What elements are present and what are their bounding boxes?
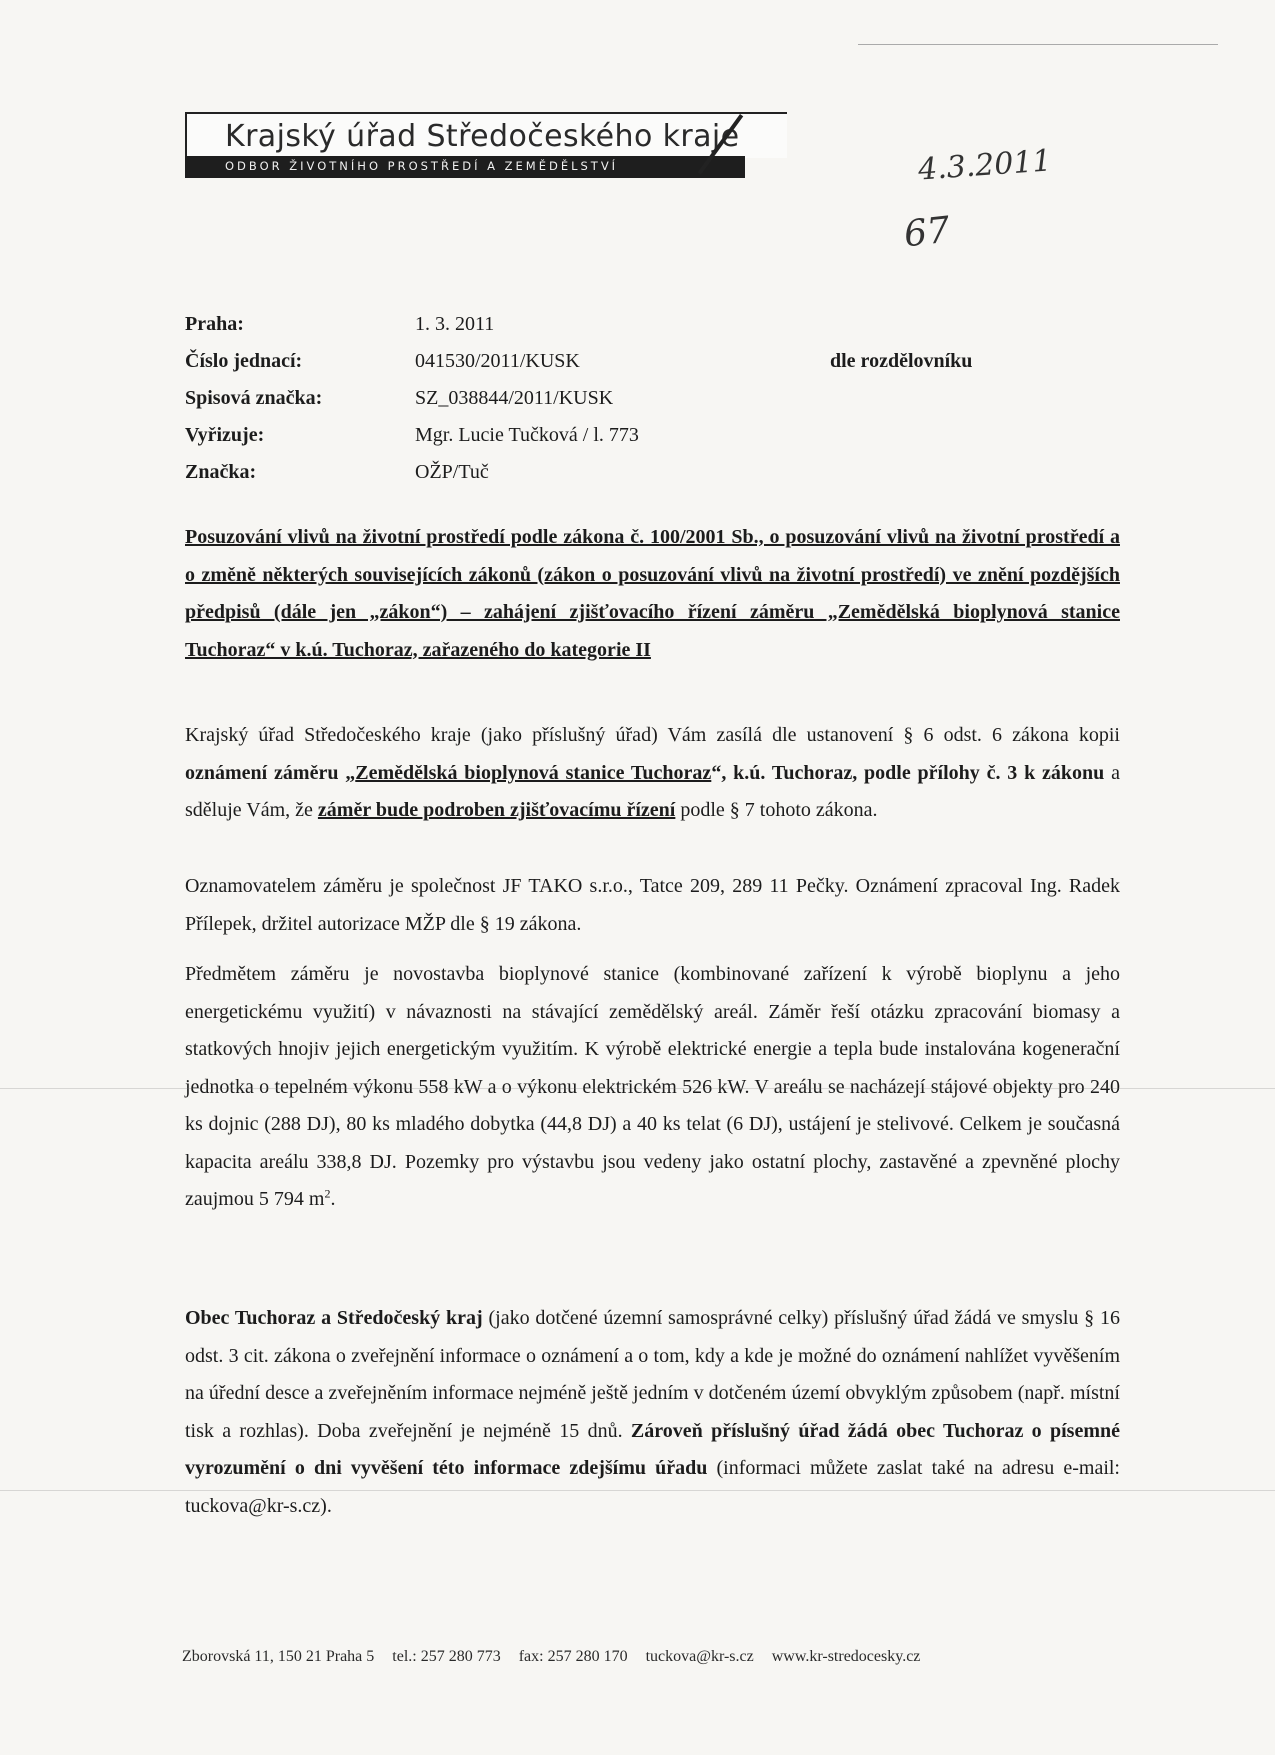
text-span: (informaci můžete zaslat také na adresu e-mail: tuckova@kr-s.cz). [185,1457,1120,1517]
meta-label-mark: Značka: [185,461,257,483]
text-span: Krajský úřad Středočeského kraje (jako příslušný úřad) Vám zasílá dle ustanovení § 6 odst. 6 zákona kopii [185,724,1120,746]
bold-span: Obec Tuchoraz a Středočeský kraj [185,1307,483,1329]
meta-value-mark: OŽP/Tuč [415,461,489,483]
superscript: 2 [324,1186,331,1201]
text-span: (jako dotčené územní samosprávné celky) příslušný úřad žádá ve smyslu § 16 odst. 3 cit. zákona o zveřejnění informace o oznámení a o tom, kdy a kde je možné do oznámení nahlížet vyvěšením na úřední desce a zveřejněním informace nejméně ještě jedním v dotčeném území obvyklým způsobem (např. místní tisk a rozhlas). Doba zveřejnění je nejméně 15 dnů. [185,1307,1120,1442]
bold-span: oznámení záměru „ [185,761,356,784]
meta-label-handler: Vyřizuje: [185,424,265,446]
footer-address: Zborovská 11, 150 21 Praha 5 [182,1648,375,1665]
paragraph-notice [185,717,1120,830]
footer-email: tuckova@kr-s.cz [645,1648,754,1665]
letterhead-title: Krajský úřad Středočeského kraje [225,119,740,154]
text-span: Předmětem záměru je novostavba bioplynové stanice (kombinované zařízení k výrobě bioplynu a jeho energetickému využití) v návaznosti na stávající zemědělský areál. Záměr řeší otázku zpracování biomasy a statkových hnojiv jejich energetickým využitím. K výrobě elektrické energie a tepla bude instalována kogenerační jednotka o tepelném výkonu 558 kW a o výkonu elektrickém 526 kW. V areálu se nacházejí stájové objekty pro 240 ks dojnic (288 DJ), 80 ks mladého dobytka (44,8 DJ) a 40 ks telat (6 DJ), ustájení je stelivové. Celkem je současná kapacita areálu 338,8 DJ. Pozemky pro výstavbu jsou vedeny jako ostatní plochy, zastavěné a zpevněné plochy zaujmou 5 794 m [185,963,1120,1210]
footer-fax: fax: 257 280 170 [518,1648,628,1665]
scan-artifact [0,1490,1275,1491]
handwritten-date: 4.3.2011 [916,143,1053,188]
text-span: a sděluje Vám, že [185,761,1120,821]
bold-span: “, k.ú. Tuchoraz, podle přílohy č. 3 k zákonu [711,761,1105,784]
letterhead-title-box [185,112,787,158]
paragraph-notifier: Oznamovatelem záměru je společnost JF TAKO s.r.o., Tatce 209, 289 11 Pečky. Oznámení zpracoval Ing. Radek Přílepek, držitel autorizace MŽP dle § 19 zákona. [185,875,1120,935]
meta-value-ref: 041530/2011/KUSK [415,350,580,372]
meta-value-date: 1. 3. 2011 [415,313,495,335]
footer-web: www.kr-stredocesky.cz [771,1648,921,1665]
handwritten-number: 67 [901,209,952,256]
paragraph-request [185,1300,1120,1525]
footer-tel: tel.: 257 280 773 [392,1648,501,1665]
meta-label-ref: Číslo jednací: [185,350,303,372]
procedure-emphasis: záměr bude podroben zjišťovacímu řízení [317,799,676,821]
bold-span: Zároveň příslušný úřad žádá obec Tuchoraz o písemné vyrozumění o dni vyvěšení této informace zdejšímu úřadu [185,1419,1120,1479]
meta-label-city: Praha: [185,313,244,335]
scan-artifact [0,1088,1275,1089]
footer [182,1648,934,1666]
meta-value-file: SZ_038844/2011/KUSK [415,387,614,409]
subject-heading: Posuzování vlivů na životní prostředí podle zákona č. 100/2001 Sb., o posuzování vlivů na životní prostředí a o změně některých souvisejících zákonů (zákon o posuzování vlivů na životní prostředí) ve znění pozdějších předpisů (dále jen „zákon“) – zahájení zjišťovacího řízení záměru „Zemědělská bioplynová stanice Tuchoraz“ v k.ú. Tuchoraz, zařazeného do kategorie II [185,526,1120,661]
meta-value-handler: Mgr. Lucie Tučková / l. 773 [415,424,639,446]
text-span: podle § 7 tohoto zákona. [675,799,878,821]
project-name: Zemědělská bioplynová stanice Tuchoraz [355,761,712,784]
scan-edge-line [858,44,1218,45]
letterhead-band [185,156,745,178]
text-span: . [330,1188,336,1210]
letterhead-subtitle: ODBOR ŽIVOTNÍHO PROSTŘEDÍ A ZEMĚDĚLSTVÍ [225,159,619,173]
meta-label-file: Spisová značka: [185,387,323,409]
distribution-note: dle rozdělovníku [830,350,973,372]
